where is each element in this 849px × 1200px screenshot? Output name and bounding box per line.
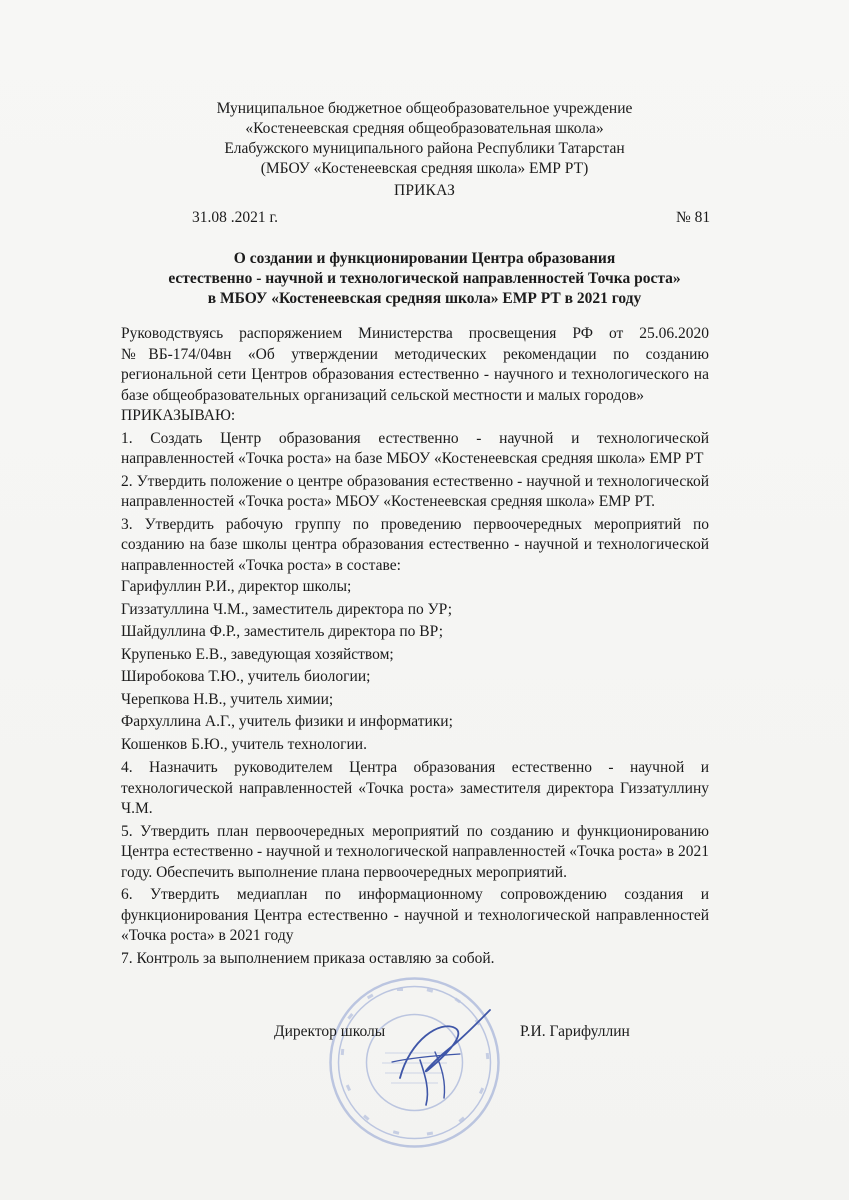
staff-member: Черепкова Н.В., учитель химии; [121,690,334,708]
staff-member: Крупенько Е.В., заведующая хозяйством; [121,645,394,663]
staff-member: Гарифуллин Р.И., директор школы; [121,578,352,595]
staff-member: Фархуллина А.Г., учитель физики и информатики; [121,713,453,730]
order-item-3: 3. Утвердить рабочую группу по проведению первоочередных мероприятий по созданию на базе школы центра образования естественно - научной и технологической направленностей «Точка роста» в составе: [121,515,709,574]
document-header [0,99,849,201]
staff-member: Кошенков Б.Ю., учитель технологии. [121,735,367,753]
order-item-2: 2. Утвердить положение о центре образования естественно - научной и технологической направленностей «Точка роста» МБОУ «Костенеевская средняя школа» ЕМР РТ. [121,472,709,510]
signatory-role: Директор школы [274,1023,386,1040]
working-group-list [121,576,709,756]
order-item-4: 4. Назначить руководителем Центра образования естественно - научной и технологической направленностей «Точка роста» заместителя директора Гиззатуллину Ч.М. [121,759,709,817]
document-type: ПРИКАЗ [393,182,456,199]
order-word: ПРИКАЗЫВАЮ: [121,407,236,424]
org-name-line-4: (МБОУ «Костенеевская средняя школа» ЕМР РТ) [260,160,589,177]
preamble: Руководствуясь распоряжением Министерства просвещения РФ от 25.06.2020 №ВБ-174/04вн «Об утверждении методических рекомендации по созданию региональной сети Центров образования естественно - научного и технологического на базе общеобразовательных организаций сельской местности и малых городов» [121,325,709,404]
order-title-line-3: в МБОУ «Костенеевская средняя школа» ЕМР РТ в 2021 году [207,290,642,307]
staff-member: Широбокова Т.Ю., учитель биологии; [121,668,371,685]
order-item-6: 6. Утвердить медиаплан по информационному сопровождению создания и функционирования Центра естественно - научной и технологической направленностей «Точка роста» в 2021 году [121,886,709,944]
order-number: № 81 [676,209,711,226]
order-item-5: 5. Утвердить план первоочередных мероприятий по созданию и функционированию Центра естественно - научной и технологической направленностей «Точка роста» в 2021 году. Обеспечить выполнение плана первоочередных мероприятий. [121,822,709,881]
org-name-line-1: Муниципальное бюджетное общеобразовательное учреждение [216,100,633,117]
order-item-1: 1. Создать Центр образования естественно - научной и технологической направленностей «Точка роста» на базе МБОУ «Костенеевская средняя школа» ЕМР РТ [121,429,709,467]
order-date: 31.08 .2021 г. [192,209,278,226]
signatory-name: Р.И. Гарифуллин [520,1023,630,1040]
org-name-line-2: «Костенеевская средняя общеобразовательная школа» [245,120,604,137]
order-title-line-2: естественно - научной и технологической направленностей Точка роста» [168,270,681,287]
director-signature [380,1000,500,1110]
order-body [121,324,709,969]
order-title [0,249,849,309]
staff-member: Шайдуллина Ф.Р., заместитель директора по ВР; [121,623,444,640]
order-item-7: 7. Контроль за выполнением приказа оставляю за собой. [121,949,495,967]
order-title-line-1: О создании и функционировании Центра образования [233,250,616,267]
staff-member: Гиззатуллина Ч.М., заместитель директора по УР; [121,600,453,618]
org-name-line-3: Елабужского муниципального района Республики Татарстан [224,140,625,157]
